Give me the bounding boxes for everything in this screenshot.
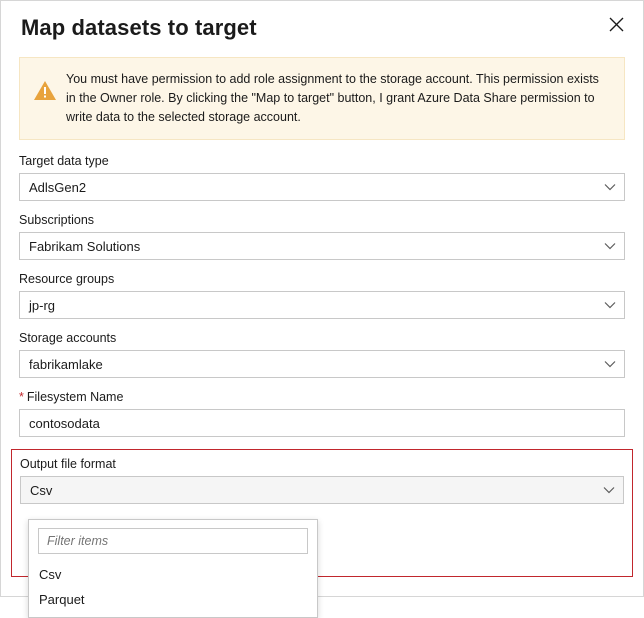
- field-label: Resource groups: [19, 272, 115, 286]
- field-target-data-type: [19, 154, 625, 201]
- field-label: Output file format: [20, 457, 116, 471]
- field-storage-accounts: [19, 331, 625, 378]
- output-file-format-group: [11, 449, 633, 607]
- field-resource-groups: [19, 272, 625, 319]
- chevron-down-icon: [604, 233, 616, 259]
- permission-warning-banner: [19, 57, 625, 140]
- storage-accounts-value: fabrikamlake: [29, 356, 103, 372]
- mapping-form: [1, 140, 643, 607]
- subscriptions-select[interactable]: [19, 232, 625, 260]
- chevron-down-icon: [604, 351, 616, 377]
- field-label: Subscriptions: [19, 213, 95, 227]
- dropdown-option-list: [29, 562, 317, 617]
- filesystem-name-label: Filesystem Name: [26, 390, 124, 404]
- chevron-down-icon: [604, 174, 616, 200]
- field-subscriptions: [19, 213, 625, 260]
- output-file-format-value: Csv: [30, 482, 53, 498]
- page-title: Map datasets to target: [21, 15, 257, 40]
- storage-accounts-select[interactable]: [19, 350, 625, 378]
- chevron-down-icon: [603, 477, 615, 503]
- resource-groups-value: jp-rg: [29, 297, 56, 313]
- dialog-header: [1, 1, 643, 47]
- subscriptions-value: Fabrikam Solutions: [29, 238, 141, 254]
- dropdown-option-csv[interactable]: Csv: [39, 567, 62, 582]
- field-filesystem-name: [19, 390, 625, 437]
- target-data-type-value: AdlsGen2: [29, 179, 87, 195]
- filesystem-name-input[interactable]: [19, 409, 625, 437]
- close-icon[interactable]: [599, 7, 633, 41]
- output-file-format-dropdown: [28, 519, 318, 618]
- dropdown-option-parquet[interactable]: Parquet: [39, 592, 85, 607]
- target-data-type-select[interactable]: [19, 173, 625, 201]
- warning-icon: [32, 80, 58, 102]
- filter-items-input[interactable]: [38, 528, 308, 554]
- output-file-format-select[interactable]: [20, 476, 624, 504]
- field-label: Target data type: [19, 154, 109, 168]
- field-label: [19, 390, 625, 404]
- filter-wrap: [29, 528, 317, 562]
- required-marker: *: [19, 390, 24, 404]
- field-label: Storage accounts: [19, 331, 117, 345]
- resource-groups-select[interactable]: [19, 291, 625, 319]
- chevron-down-icon: [604, 292, 616, 318]
- banner-text: You must have permission to add role assignment to the storage account. This permission exists in the Owner role. By clicking the "Map to target" button, I grant Azure Data Share permission to write data to the selected storage account.: [66, 72, 599, 124]
